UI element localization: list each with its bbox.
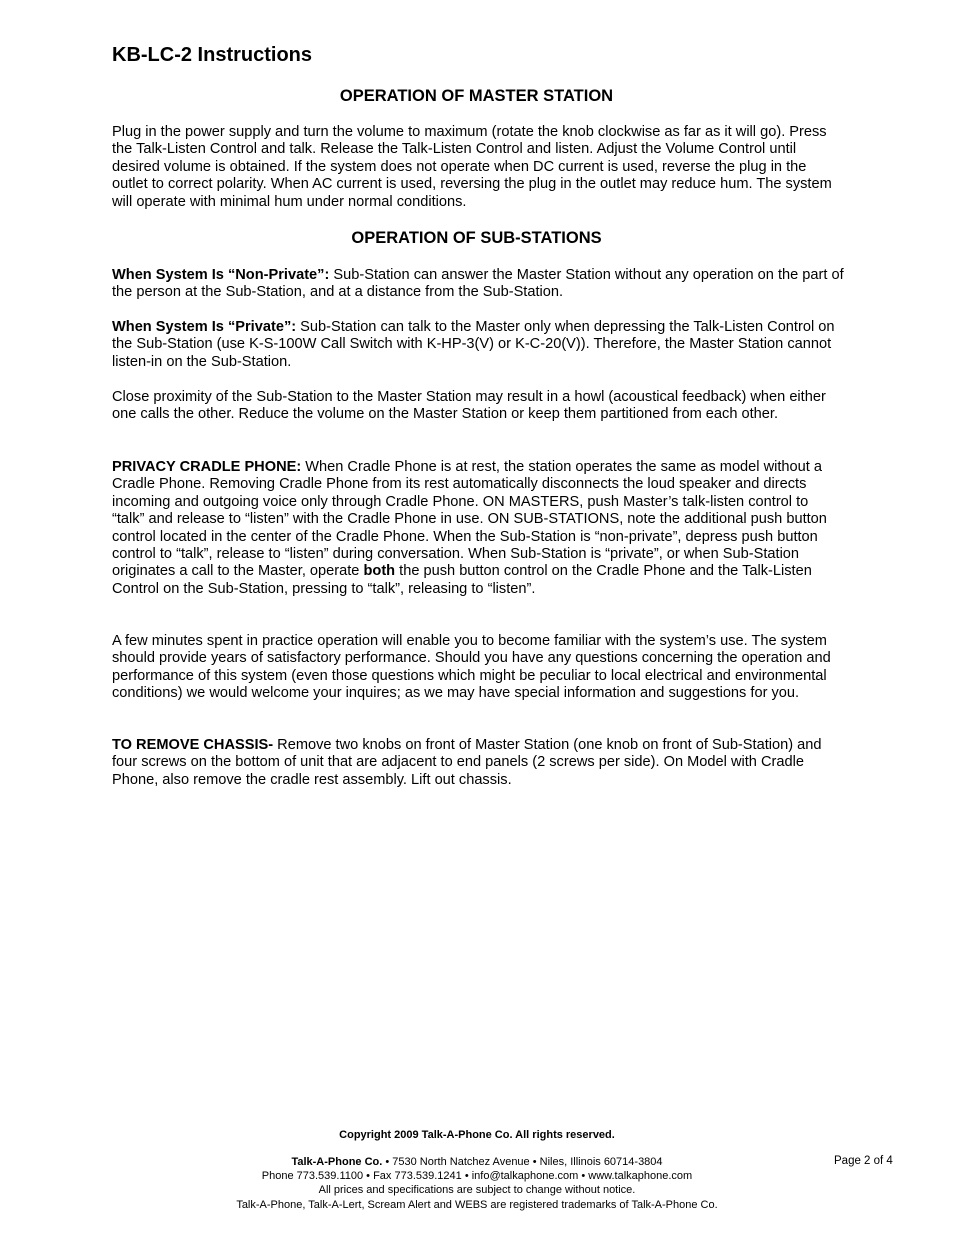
paragraph-non-private bbox=[112, 267, 844, 302]
page-number: Page 2 of 4 bbox=[834, 1155, 893, 1167]
section-heading-master-station: OPERATION OF MASTER STATION bbox=[339, 87, 614, 105]
paragraph-text: When Cradle Phone is at rest, the station operates the same as model without a Cradle Phone. Removing Cradle Phone from its rest automatically disconnects the loud speaker and directs incoming and outgoing voice only through Cradle Phone. ON MASTERS, push Master’s talk-listen control to “talk” and release to “listen” with the Cradle Phone in use. ON SUB-STATIONS, note the additional push button control located in the center of the Cradle Phone. When the Sub-Station is “non-private”, depress push button control to “talk”, release to “listen” during conversation. When Sub-Station is “private”, or when Sub-Station originates a call to the Master, operate bbox=[112, 459, 827, 580]
footer-notice: All prices and specifications are subject to change without notice. bbox=[318, 1184, 636, 1197]
paragraph-text: A few minutes spent in practice operation will enable you to become familiar with the system’s use. The system should provide years of satisfactory performance. Should you have any questions concerning the operation and performance of this system (even those questions which might be peculiar to local electrical and environmental conditions) we would welcome your inquires; as we may have special information and suggestions for you. bbox=[112, 633, 831, 702]
emphasis-word: both bbox=[363, 563, 396, 580]
paragraph-lead: PRIVACY CRADLE PHONE: bbox=[112, 459, 302, 475]
paragraph-feedback bbox=[112, 389, 844, 424]
paragraph-lead: TO REMOVE CHASSIS- bbox=[112, 737, 274, 753]
paragraph-text: Remove two knobs on front of Master Station (one knob on front of Sub-Station) and four screws on the bottom of unit that are adjacent to end panels (2 screws per side). On Model with Cradle Phone, also remove the cradle rest assembly. Lift out chassis. bbox=[112, 737, 822, 788]
paragraph-lead: When System Is “Non-Private”: bbox=[112, 267, 330, 283]
paragraph-practice bbox=[112, 633, 844, 703]
footer-address-line bbox=[0, 1155, 954, 1169]
section-heading-sub-stations: OPERATION OF SUB-STATIONS bbox=[351, 229, 602, 247]
paragraph-remove-chassis bbox=[112, 737, 844, 789]
paragraph-lead: When System Is “Private”: bbox=[112, 319, 297, 335]
paragraph-text-continued: the push button control on the Cradle Phone and the Talk-Listen Control on the Sub-Station, pressing to “talk”, releasing to “listen”. bbox=[112, 563, 812, 597]
paragraph-privacy-cradle-phone bbox=[112, 459, 844, 598]
footer-address: • 7530 North Natchez Avenue • Niles, Illinois 60714-3804 bbox=[382, 1156, 663, 1168]
paragraph-text: Sub-Station can answer the Master Station without any operation on the part of the person at the Sub-Station, and at a distance from the Sub-Station. bbox=[112, 267, 844, 301]
document-title: KB-LC-2 Instructions bbox=[112, 44, 312, 66]
paragraph-master-operation bbox=[112, 124, 844, 211]
paragraph-text: Plug in the power supply and turn the volume to maximum (rotate the knob clockwise as far as it will go). Press the Talk-Listen Control and talk. Release the Talk-Listen Control and listen. Adjust the Volume Control until desired volume is obtained. If the system does not operate when DC current is used, reverse the plug in the outlet to correct polarity. When AC current is used, reversing the plug in the outlet may reduce hum. The system will operate with minimal hum under normal conditions. bbox=[112, 124, 832, 210]
footer-contact-block bbox=[0, 1155, 954, 1212]
footer-copyright: Copyright 2009 Talk-A-Phone Co. All rights reserved. bbox=[339, 1129, 615, 1141]
paragraph-text: Sub-Station can talk to the Master only when depressing the Talk-Listen Control on the Sub-Station (use K-S-100W Call Switch with K-HP-3(V) or K-C-20(V)). Therefore, the Master Station cannot listen-in on the Sub-Station. bbox=[112, 319, 835, 370]
paragraph-text: Close proximity of the Sub-Station to the Master Station may result in a howl (acoustical feedback) when either one calls the other. Reduce the volume on the Master Station or keep them partitioned from each other. bbox=[112, 389, 826, 423]
footer-contact: Phone 773.539.1100 • Fax 773.539.1241 • info@talkaphone.com • www.talkaphone.com bbox=[261, 1170, 693, 1183]
paragraph-private bbox=[112, 319, 844, 371]
footer-company: Talk-A-Phone Co. bbox=[291, 1156, 383, 1168]
footer-trademarks: Talk-A-Phone, Talk-A-Lert, Scream Alert and WEBS are registered trademarks of Talk-A-Phone Co. bbox=[236, 1198, 718, 1211]
